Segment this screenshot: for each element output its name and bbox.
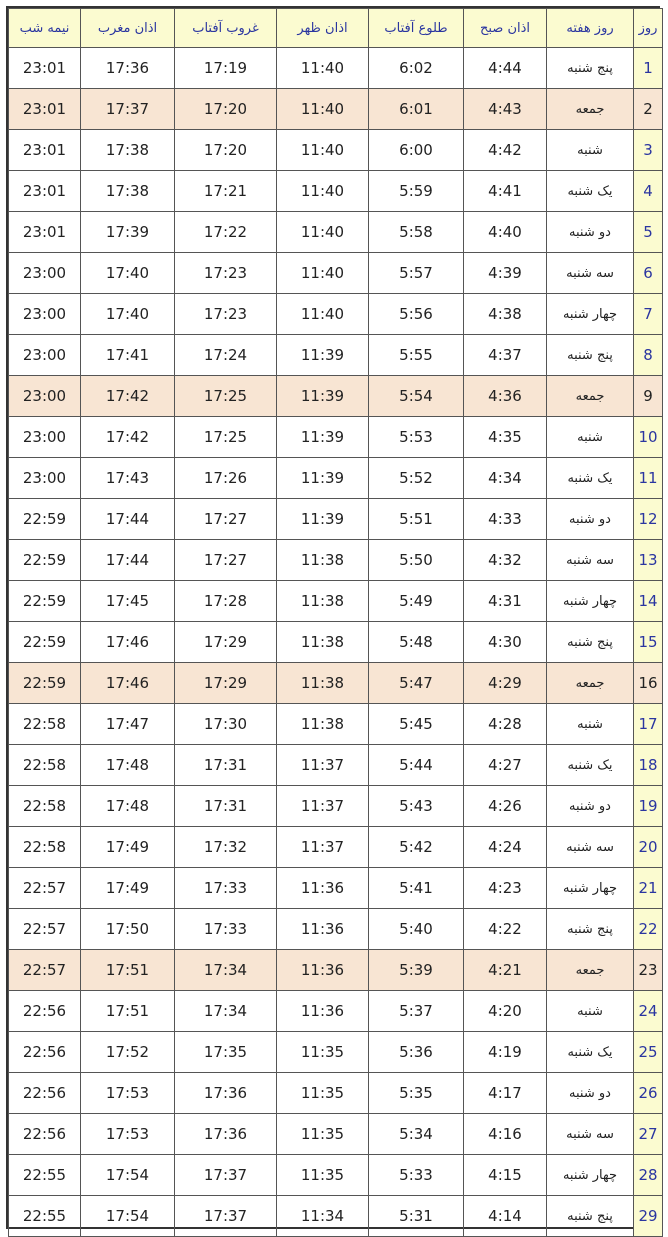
day-cell: 2: [634, 89, 663, 130]
maghrib-cell: 17:50: [81, 909, 175, 950]
midnight-cell: 22:59: [9, 499, 81, 540]
weekday-cell: سه شنبه: [547, 827, 634, 868]
sunrise-cell: 5:51: [369, 499, 464, 540]
subh-cell: 4:37: [464, 335, 547, 376]
sunset-cell: 17:33: [175, 909, 277, 950]
sunrise-cell: 5:48: [369, 622, 464, 663]
subh-cell: 4:14: [464, 1196, 547, 1237]
maghrib-cell: 17:36: [81, 48, 175, 89]
weekday-cell: پنج شنبه: [547, 1196, 634, 1237]
midnight-cell: 22:56: [9, 991, 81, 1032]
table-row: [9, 1196, 663, 1237]
weekday-cell: دو شنبه: [547, 212, 634, 253]
day-cell: 19: [634, 786, 663, 827]
sunset-cell: 17:23: [175, 253, 277, 294]
subh-cell: 4:33: [464, 499, 547, 540]
sunrise-cell: 5:36: [369, 1032, 464, 1073]
midnight-cell: 23:00: [9, 376, 81, 417]
midnight-cell: 22:58: [9, 786, 81, 827]
weekday-cell: یک شنبه: [547, 171, 634, 212]
weekday-cell: پنج شنبه: [547, 48, 634, 89]
header-maghrib: اذان مغرب: [81, 9, 175, 48]
header-weekday: روز هفته: [547, 9, 634, 48]
weekday-cell: یک شنبه: [547, 745, 634, 786]
day-cell: 28: [634, 1155, 663, 1196]
sunset-cell: 17:37: [175, 1196, 277, 1237]
table-row: [9, 458, 663, 499]
sunset-cell: 17:34: [175, 950, 277, 991]
midnight-cell: 22:57: [9, 868, 81, 909]
weekday-cell: پنج شنبه: [547, 909, 634, 950]
table-row: [9, 745, 663, 786]
maghrib-cell: 17:51: [81, 950, 175, 991]
subh-cell: 4:19: [464, 1032, 547, 1073]
header-zuhr: اذان ظهر: [277, 9, 369, 48]
midnight-cell: 23:00: [9, 253, 81, 294]
day-cell: 11: [634, 458, 663, 499]
zuhr-cell: 11:38: [277, 704, 369, 745]
day-cell: 3: [634, 130, 663, 171]
subh-cell: 4:30: [464, 622, 547, 663]
day-cell: 4: [634, 171, 663, 212]
sunrise-cell: 5:59: [369, 171, 464, 212]
midnight-cell: 22:59: [9, 540, 81, 581]
weekday-cell: سه شنبه: [547, 1114, 634, 1155]
maghrib-cell: 17:49: [81, 827, 175, 868]
sunset-cell: 17:32: [175, 827, 277, 868]
midnight-cell: 23:00: [9, 294, 81, 335]
maghrib-cell: 17:42: [81, 376, 175, 417]
sunrise-cell: 5:37: [369, 991, 464, 1032]
subh-cell: 4:35: [464, 417, 547, 458]
zuhr-cell: 11:36: [277, 909, 369, 950]
sunset-cell: 17:30: [175, 704, 277, 745]
weekday-cell: چهار شنبه: [547, 1155, 634, 1196]
zuhr-cell: 11:35: [277, 1155, 369, 1196]
zuhr-cell: 11:35: [277, 1032, 369, 1073]
weekday-cell: دو شنبه: [547, 786, 634, 827]
zuhr-cell: 11:38: [277, 663, 369, 704]
zuhr-cell: 11:39: [277, 499, 369, 540]
midnight-cell: 22:56: [9, 1032, 81, 1073]
table-row: [9, 868, 663, 909]
maghrib-cell: 17:43: [81, 458, 175, 499]
table-row: [9, 130, 663, 171]
midnight-cell: 22:55: [9, 1196, 81, 1237]
day-cell: 15: [634, 622, 663, 663]
zuhr-cell: 11:40: [277, 48, 369, 89]
subh-cell: 4:38: [464, 294, 547, 335]
day-cell: 1: [634, 48, 663, 89]
sunrise-cell: 5:47: [369, 663, 464, 704]
weekday-cell: جمعه: [547, 376, 634, 417]
prayer-times-table: [8, 8, 663, 1237]
midnight-cell: 23:01: [9, 130, 81, 171]
maghrib-cell: 17:38: [81, 130, 175, 171]
subh-cell: 4:29: [464, 663, 547, 704]
midnight-cell: 22:58: [9, 827, 81, 868]
midnight-cell: 22:56: [9, 1114, 81, 1155]
maghrib-cell: 17:39: [81, 212, 175, 253]
midnight-cell: 22:56: [9, 1073, 81, 1114]
day-cell: 10: [634, 417, 663, 458]
subh-cell: 4:41: [464, 171, 547, 212]
midnight-cell: 22:59: [9, 663, 81, 704]
subh-cell: 4:22: [464, 909, 547, 950]
table-row: [9, 48, 663, 89]
subh-cell: 4:15: [464, 1155, 547, 1196]
sunset-cell: 17:25: [175, 376, 277, 417]
zuhr-cell: 11:38: [277, 581, 369, 622]
sunset-cell: 17:20: [175, 130, 277, 171]
zuhr-cell: 11:35: [277, 1114, 369, 1155]
midnight-cell: 23:00: [9, 417, 81, 458]
subh-cell: 4:40: [464, 212, 547, 253]
table-header-row: [9, 9, 663, 48]
header-midnight: نیمه شب: [9, 9, 81, 48]
day-cell: 26: [634, 1073, 663, 1114]
zuhr-cell: 11:36: [277, 950, 369, 991]
weekday-cell: چهار شنبه: [547, 581, 634, 622]
weekday-cell: جمعه: [547, 89, 634, 130]
zuhr-cell: 11:39: [277, 376, 369, 417]
zuhr-cell: 11:39: [277, 335, 369, 376]
sunrise-cell: 5:33: [369, 1155, 464, 1196]
midnight-cell: 23:01: [9, 89, 81, 130]
zuhr-cell: 11:34: [277, 1196, 369, 1237]
day-cell: 7: [634, 294, 663, 335]
weekday-cell: شنبه: [547, 991, 634, 1032]
subh-cell: 4:24: [464, 827, 547, 868]
sunrise-cell: 5:41: [369, 868, 464, 909]
zuhr-cell: 11:37: [277, 745, 369, 786]
sunset-cell: 17:35: [175, 1032, 277, 1073]
zuhr-cell: 11:39: [277, 417, 369, 458]
day-cell: 13: [634, 540, 663, 581]
sunset-cell: 17:25: [175, 417, 277, 458]
sunrise-cell: 5:58: [369, 212, 464, 253]
table-row: [9, 950, 663, 991]
sunset-cell: 17:22: [175, 212, 277, 253]
maghrib-cell: 17:48: [81, 745, 175, 786]
subh-cell: 4:23: [464, 868, 547, 909]
subh-cell: 4:43: [464, 89, 547, 130]
subh-cell: 4:42: [464, 130, 547, 171]
table-row: [9, 335, 663, 376]
maghrib-cell: 17:48: [81, 786, 175, 827]
midnight-cell: 22:59: [9, 581, 81, 622]
sunrise-cell: 5:56: [369, 294, 464, 335]
subh-cell: 4:39: [464, 253, 547, 294]
midnight-cell: 23:01: [9, 48, 81, 89]
zuhr-cell: 11:40: [277, 171, 369, 212]
table-row: [9, 581, 663, 622]
weekday-cell: چهار شنبه: [547, 868, 634, 909]
maghrib-cell: 17:41: [81, 335, 175, 376]
midnight-cell: 22:57: [9, 950, 81, 991]
day-cell: 5: [634, 212, 663, 253]
weekday-cell: جمعه: [547, 950, 634, 991]
subh-cell: 4:21: [464, 950, 547, 991]
maghrib-cell: 17:40: [81, 253, 175, 294]
sunrise-cell: 6:02: [369, 48, 464, 89]
maghrib-cell: 17:40: [81, 294, 175, 335]
day-cell: 12: [634, 499, 663, 540]
prayer-times-table-frame: [6, 6, 660, 1229]
weekday-cell: چهار شنبه: [547, 294, 634, 335]
midnight-cell: 23:00: [9, 335, 81, 376]
midnight-cell: 22:57: [9, 909, 81, 950]
maghrib-cell: 17:44: [81, 499, 175, 540]
header-subh: اذان صبح: [464, 9, 547, 48]
table-row: [9, 212, 663, 253]
day-cell: 17: [634, 704, 663, 745]
table-row: [9, 294, 663, 335]
table-row: [9, 704, 663, 745]
maghrib-cell: 17:45: [81, 581, 175, 622]
zuhr-cell: 11:40: [277, 130, 369, 171]
sunset-cell: 17:27: [175, 540, 277, 581]
maghrib-cell: 17:37: [81, 89, 175, 130]
zuhr-cell: 11:38: [277, 540, 369, 581]
weekday-cell: یک شنبه: [547, 1032, 634, 1073]
midnight-cell: 23:01: [9, 171, 81, 212]
sunset-cell: 17:24: [175, 335, 277, 376]
maghrib-cell: 17:54: [81, 1155, 175, 1196]
table-body: [9, 48, 663, 1237]
sunset-cell: 17:29: [175, 622, 277, 663]
subh-cell: 4:17: [464, 1073, 547, 1114]
weekday-cell: شنبه: [547, 704, 634, 745]
table-row: [9, 1032, 663, 1073]
table-row: [9, 540, 663, 581]
sunrise-cell: 5:34: [369, 1114, 464, 1155]
sunrise-cell: 5:45: [369, 704, 464, 745]
zuhr-cell: 11:40: [277, 294, 369, 335]
day-cell: 8: [634, 335, 663, 376]
zuhr-cell: 11:39: [277, 458, 369, 499]
subh-cell: 4:31: [464, 581, 547, 622]
day-cell: 29: [634, 1196, 663, 1237]
zuhr-cell: 11:36: [277, 868, 369, 909]
subh-cell: 4:27: [464, 745, 547, 786]
maghrib-cell: 17:46: [81, 622, 175, 663]
sunrise-cell: 5:35: [369, 1073, 464, 1114]
day-cell: 14: [634, 581, 663, 622]
table-row: [9, 1073, 663, 1114]
sunrise-cell: 5:53: [369, 417, 464, 458]
day-cell: 25: [634, 1032, 663, 1073]
table-row: [9, 827, 663, 868]
weekday-cell: پنج شنبه: [547, 335, 634, 376]
table-row: [9, 376, 663, 417]
sunset-cell: 17:26: [175, 458, 277, 499]
subh-cell: 4:20: [464, 991, 547, 1032]
sunset-cell: 17:28: [175, 581, 277, 622]
sunrise-cell: 5:55: [369, 335, 464, 376]
header-sunrise: طلوع آفتاب: [369, 9, 464, 48]
table-row: [9, 622, 663, 663]
day-cell: 23: [634, 950, 663, 991]
subh-cell: 4:34: [464, 458, 547, 499]
sunset-cell: 17:20: [175, 89, 277, 130]
sunrise-cell: 5:57: [369, 253, 464, 294]
table-row: [9, 786, 663, 827]
header-day: روز: [634, 9, 663, 48]
maghrib-cell: 17:51: [81, 991, 175, 1032]
maghrib-cell: 17:42: [81, 417, 175, 458]
weekday-cell: دو شنبه: [547, 499, 634, 540]
weekday-cell: سه شنبه: [547, 540, 634, 581]
weekday-cell: یک شنبه: [547, 458, 634, 499]
subh-cell: 4:26: [464, 786, 547, 827]
table-row: [9, 991, 663, 1032]
weekday-cell: سه شنبه: [547, 253, 634, 294]
day-cell: 22: [634, 909, 663, 950]
weekday-cell: جمعه: [547, 663, 634, 704]
sunset-cell: 17:31: [175, 745, 277, 786]
weekday-cell: پنج شنبه: [547, 622, 634, 663]
maghrib-cell: 17:53: [81, 1114, 175, 1155]
table-row: [9, 171, 663, 212]
sunrise-cell: 5:44: [369, 745, 464, 786]
zuhr-cell: 11:35: [277, 1073, 369, 1114]
midnight-cell: 23:01: [9, 212, 81, 253]
sunset-cell: 17:31: [175, 786, 277, 827]
zuhr-cell: 11:40: [277, 253, 369, 294]
sunset-cell: 17:21: [175, 171, 277, 212]
table-row: [9, 89, 663, 130]
table-row: [9, 417, 663, 458]
zuhr-cell: 11:38: [277, 622, 369, 663]
sunrise-cell: 5:31: [369, 1196, 464, 1237]
sunrise-cell: 5:39: [369, 950, 464, 991]
sunset-cell: 17:36: [175, 1114, 277, 1155]
weekday-cell: دو شنبه: [547, 1073, 634, 1114]
day-cell: 6: [634, 253, 663, 294]
maghrib-cell: 17:49: [81, 868, 175, 909]
maghrib-cell: 17:54: [81, 1196, 175, 1237]
zuhr-cell: 11:40: [277, 89, 369, 130]
maghrib-cell: 17:52: [81, 1032, 175, 1073]
day-cell: 21: [634, 868, 663, 909]
maghrib-cell: 17:47: [81, 704, 175, 745]
day-cell: 9: [634, 376, 663, 417]
sunset-cell: 17:23: [175, 294, 277, 335]
sunrise-cell: 6:00: [369, 130, 464, 171]
day-cell: 16: [634, 663, 663, 704]
sunset-cell: 17:29: [175, 663, 277, 704]
table-row: [9, 663, 663, 704]
maghrib-cell: 17:44: [81, 540, 175, 581]
zuhr-cell: 11:37: [277, 827, 369, 868]
table-row: [9, 1155, 663, 1196]
maghrib-cell: 17:53: [81, 1073, 175, 1114]
zuhr-cell: 11:40: [277, 212, 369, 253]
day-cell: 24: [634, 991, 663, 1032]
maghrib-cell: 17:38: [81, 171, 175, 212]
midnight-cell: 22:58: [9, 745, 81, 786]
weekday-cell: شنبه: [547, 417, 634, 458]
sunrise-cell: 5:42: [369, 827, 464, 868]
table-row: [9, 1114, 663, 1155]
sunrise-cell: 5:54: [369, 376, 464, 417]
zuhr-cell: 11:37: [277, 786, 369, 827]
sunset-cell: 17:33: [175, 868, 277, 909]
header-sunset: غروب آفتاب: [175, 9, 277, 48]
subh-cell: 4:16: [464, 1114, 547, 1155]
midnight-cell: 23:00: [9, 458, 81, 499]
table-row: [9, 909, 663, 950]
sunset-cell: 17:37: [175, 1155, 277, 1196]
sunrise-cell: 5:50: [369, 540, 464, 581]
sunset-cell: 17:19: [175, 48, 277, 89]
subh-cell: 4:32: [464, 540, 547, 581]
sunset-cell: 17:34: [175, 991, 277, 1032]
sunrise-cell: 6:01: [369, 89, 464, 130]
sunrise-cell: 5:43: [369, 786, 464, 827]
table-row: [9, 499, 663, 540]
midnight-cell: 22:55: [9, 1155, 81, 1196]
subh-cell: 4:36: [464, 376, 547, 417]
subh-cell: 4:44: [464, 48, 547, 89]
zuhr-cell: 11:36: [277, 991, 369, 1032]
maghrib-cell: 17:46: [81, 663, 175, 704]
weekday-cell: شنبه: [547, 130, 634, 171]
day-cell: 18: [634, 745, 663, 786]
day-cell: 27: [634, 1114, 663, 1155]
sunset-cell: 17:27: [175, 499, 277, 540]
day-cell: 20: [634, 827, 663, 868]
sunrise-cell: 5:40: [369, 909, 464, 950]
sunrise-cell: 5:52: [369, 458, 464, 499]
sunrise-cell: 5:49: [369, 581, 464, 622]
subh-cell: 4:28: [464, 704, 547, 745]
sunset-cell: 17:36: [175, 1073, 277, 1114]
table-row: [9, 253, 663, 294]
midnight-cell: 22:58: [9, 704, 81, 745]
midnight-cell: 22:59: [9, 622, 81, 663]
